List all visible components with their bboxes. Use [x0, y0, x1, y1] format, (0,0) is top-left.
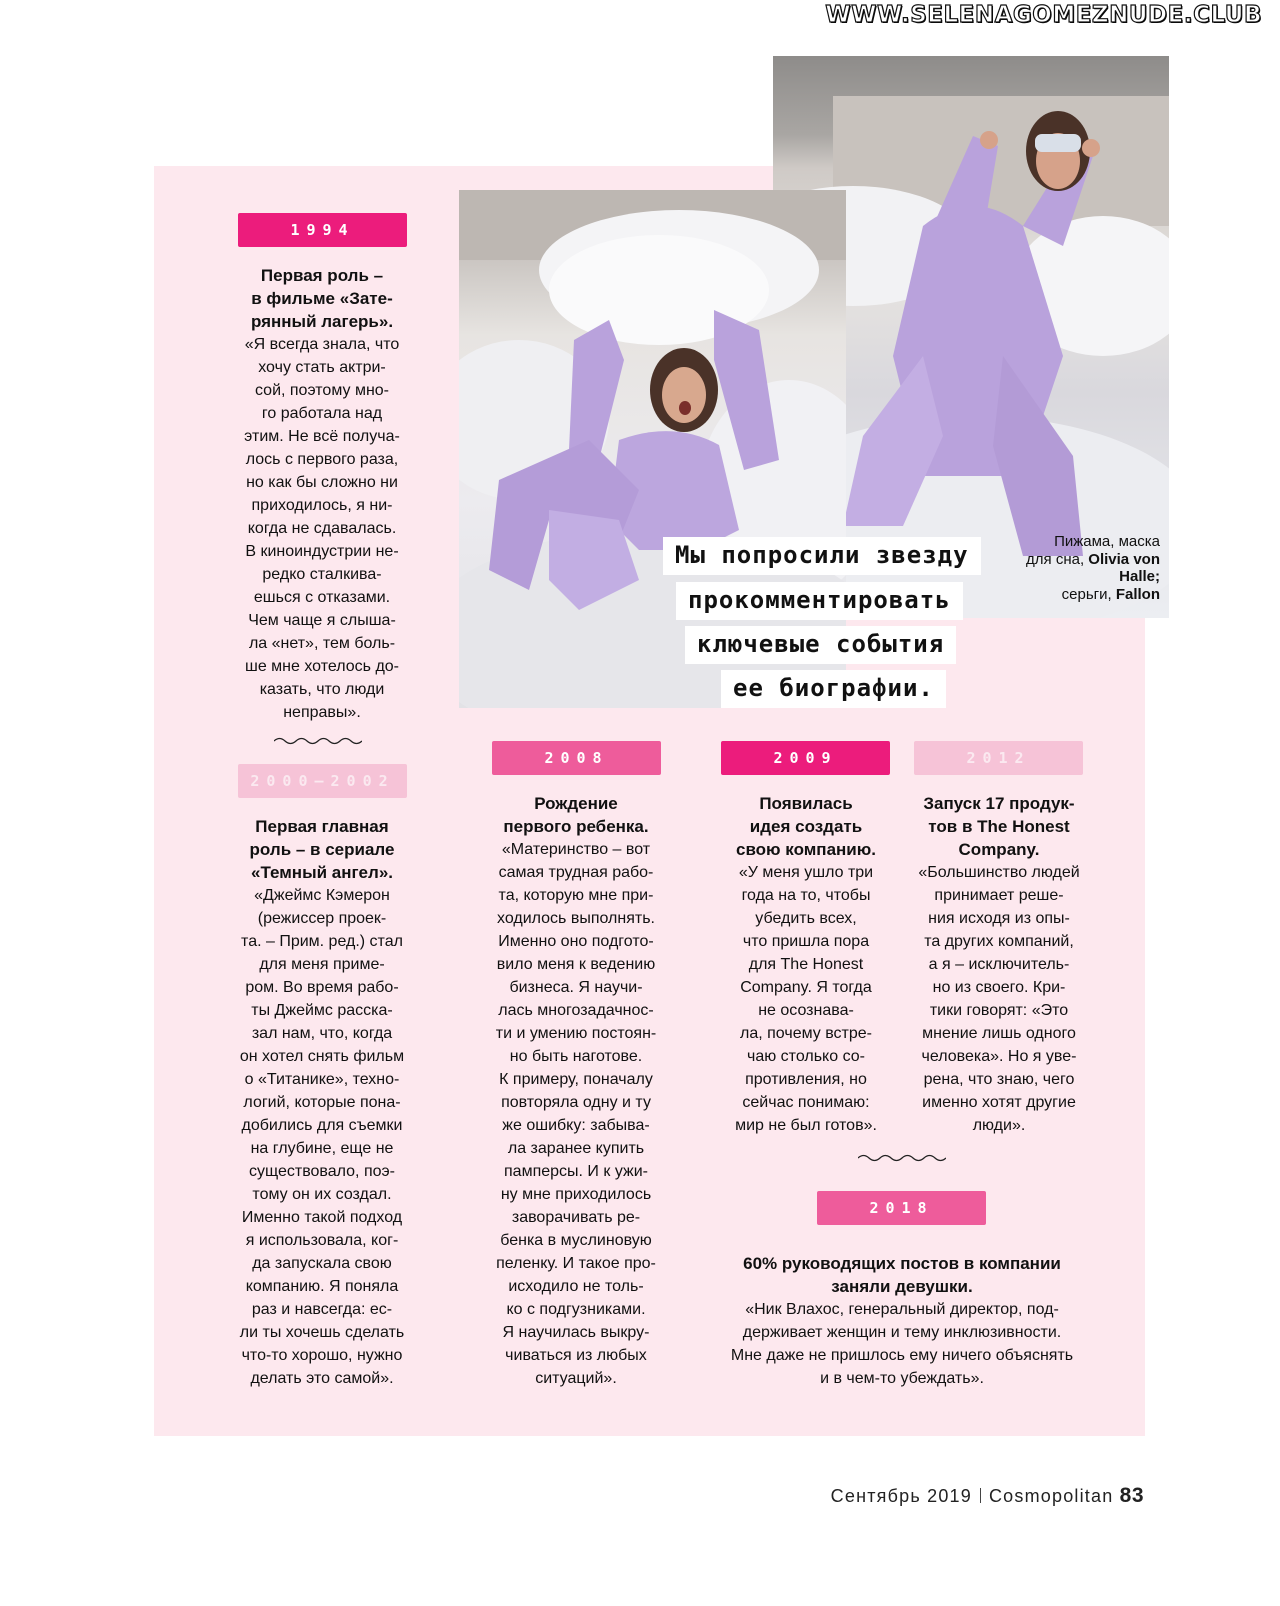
entry-2008: [478, 792, 674, 1390]
entry-heading: Первая главная роль – в сериале «Темный ангел».: [249, 817, 395, 882]
squiggle-divider: [858, 1153, 946, 1163]
photo-caption: Пижама, маска для сна, Olivia von Halle; серьги, Fallon: [1026, 533, 1160, 603]
entry-2018: [700, 1252, 1104, 1390]
entry-heading: Появилась идея создать свою компанию.: [735, 794, 876, 859]
year-badge-1994: 1994: [238, 213, 407, 247]
entry-body: «У меня ушло три года на то, чтобы убедить всех, что пришла пора для The Honest Company. Я тогда не осознава- ла, почему встре- чаю столько со- противления, но сейчас понимаю: мир не был готов».: [735, 864, 877, 1134]
entry-body: «Джеймс Кэмерон (режиссер проек- та. – Прим. ред.) стал для меня приме- ром. Во время рабо- ты Джеймс расска- зал нам, что, когда он хотел снять фильм о «Титанике», техно- логий, которые пона- добились для съемки на глубине, еще не существовало, поэ- тому он их создал. Именно такой подход я использовала, ког- да запускала свою компанию. Я поняла раз и навсегда: ес- ли ты хочешь сделать что-то хорошо, нужно делать это самой».: [239, 887, 405, 1387]
pullquote-line: ее биографии.: [721, 670, 946, 708]
year-badge-2000-2002: 2000–2002: [238, 764, 407, 798]
entry-2000-2002: [224, 815, 420, 1390]
entry-heading: Первая роль – в фильме «Зате- рянный лагерь».: [250, 266, 394, 331]
watermark: WWW.SELENAGOMEZNUDE.CLUB: [825, 2, 1262, 28]
year-badge-2008: 2008: [492, 741, 661, 775]
entry-body: «Материнство – вот самая трудная рабо- та, которую мне при- ходилось выполнять. Именно оно подгото- вило меня к ведению бизнеса. Я научи- лась многозадачнос- ти и умению постоян- но быть наготове. К примеру, поначалу повторяла одну и ту же ошибку: забыва- ла заранее купить памперсы. И к ужи- ну мне приходилось заворачивать ре- бенка в муслиновую пеленку. И такое про- исходило не толь- ко с подгузниками. Я научилась выкру- чиваться из любых ситуаций».: [495, 841, 657, 1387]
issue-date: Сентябрь 2019: [830, 1486, 972, 1506]
year-badge-2012: 2012: [914, 741, 1083, 775]
entry-1994: [228, 264, 416, 724]
page-footer: [831, 1484, 1144, 1508]
entry-body: «Большинство людей принимает реше- ния исходя из опы- та других компаний, а я – исключитель- но из своего. Кри- тики говорят: «Это мнение лишь одного человека». Но я уве- рена, что знаю, чего именно хотят другие люди».: [918, 864, 1080, 1134]
entry-heading: Запуск 17 продук- тов в The Honest Company.: [923, 794, 1075, 859]
entry-heading: 60% руководящих постов в компании заняли девушки.: [743, 1254, 1061, 1296]
entry-body: «Ник Влахос, генеральный директор, под- держивает женщин и тему инклюзивности. Мне даже не пришлось ему ничего объяснять и в чем-то убеждать».: [730, 1301, 1074, 1387]
pullquote-line: прокомментировать: [676, 582, 963, 620]
footer-separator: [980, 1488, 981, 1503]
pullquote-line: Мы попросили звезду: [663, 537, 981, 575]
pullquote-line: ключевые события: [685, 626, 956, 664]
entry-body: «Я всегда знала, что хочу стать актри- сой, поэтому мно- го работала над этим. Не всё получа- лось с первого раза, но как бы сложно ни приходилось, я ни- когда не сдавалась. В киноиндустрии не- редко сталкива- ешься с отказами. Чем чаще я слыша- ла «нет», тем боль- ше мне хотелось до- казать, что люди неправы».: [244, 336, 400, 721]
year-badge-2018: 2018: [817, 1191, 986, 1225]
entry-heading: Рождение первого ребенка.: [503, 794, 649, 836]
entry-2012: [898, 792, 1100, 1137]
entry-2009: [708, 792, 904, 1137]
page-number: 83: [1119, 1484, 1144, 1507]
year-badge-2009: 2009: [721, 741, 890, 775]
squiggle-divider: [274, 736, 362, 746]
magazine-name: Cosmopolitan: [988, 1486, 1114, 1506]
